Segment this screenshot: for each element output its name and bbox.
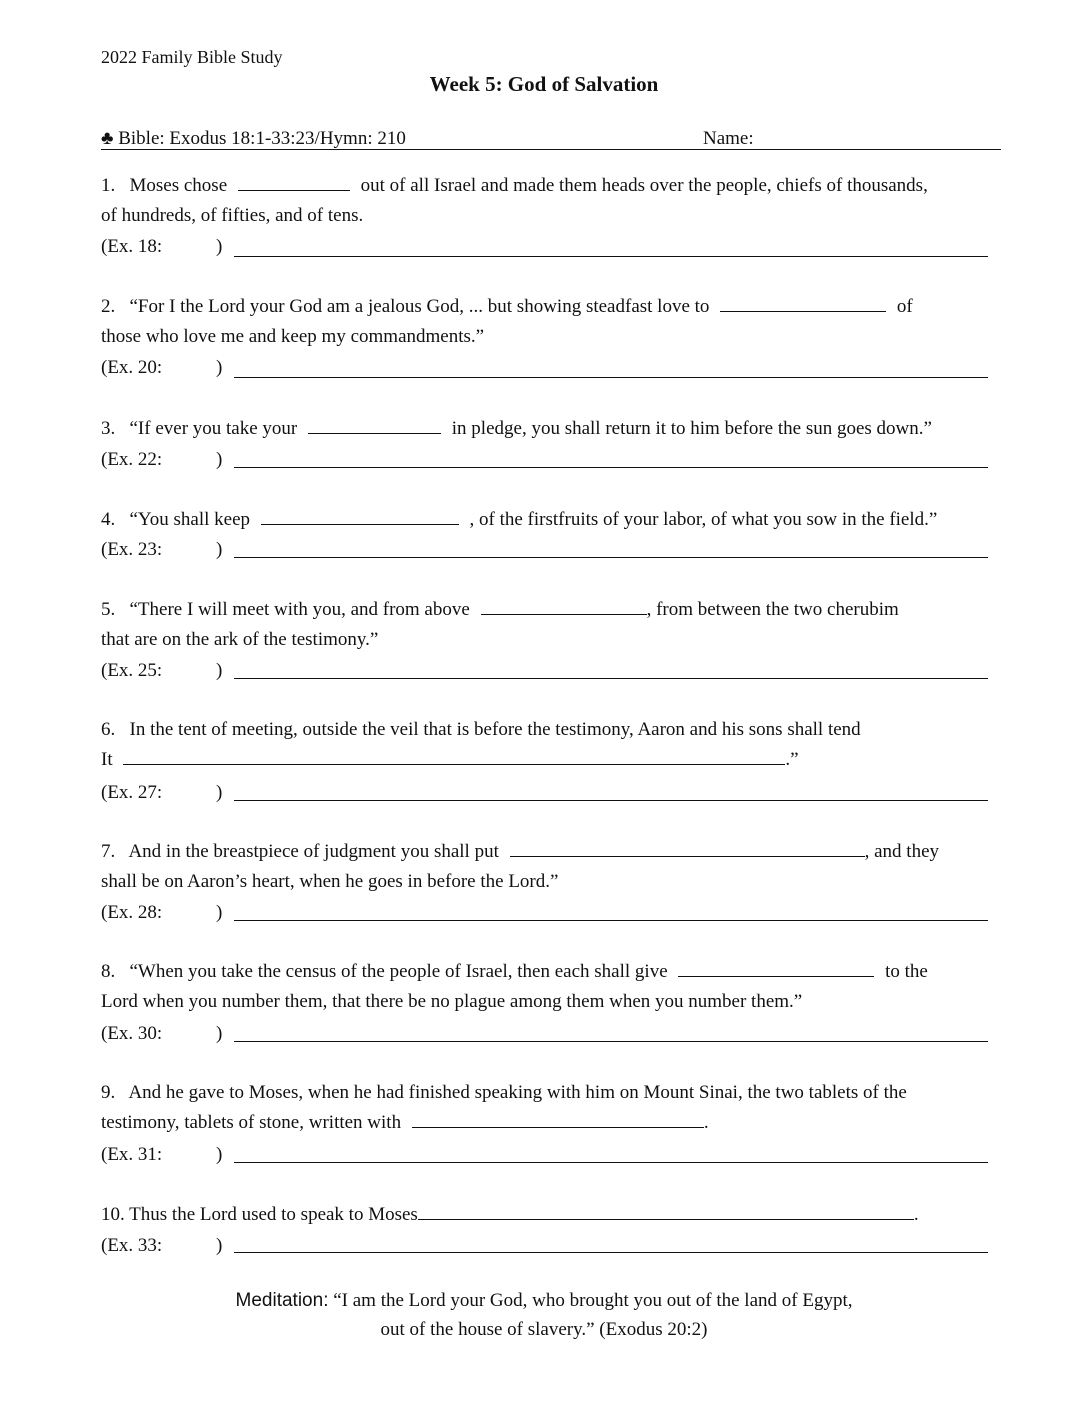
name-label: Name:	[703, 128, 754, 149]
answer-blank-7[interactable]	[510, 854, 865, 857]
verse-line-10[interactable]	[234, 1252, 988, 1253]
verse-line-9[interactable]	[234, 1162, 988, 1163]
ref-label-4: (Ex. 23:	[101, 539, 163, 560]
ref-close-5: )	[216, 660, 223, 681]
meditation-label: Meditation:	[235, 1290, 329, 1311]
answer-blank-3[interactable]	[308, 431, 441, 434]
ref-label-3: (Ex. 22:	[101, 449, 163, 470]
header-underline	[101, 149, 1001, 150]
answer-blank-1[interactable]	[238, 188, 350, 191]
answer-blank-4[interactable]	[261, 522, 459, 525]
ref-label-6: (Ex. 27:	[101, 782, 163, 803]
answer-blank-9[interactable]	[412, 1125, 704, 1128]
answer-blank-6[interactable]	[123, 762, 785, 765]
ref-close-3: )	[216, 449, 223, 470]
ref-close-2: )	[216, 357, 223, 378]
question-6: 6. In the tent of meeting, outside the veil that is before the testimony, Aaron and his sons shall tend It .”	[101, 719, 861, 770]
question-4: 4. “You shall keep , of the firstfruits of your labor, of what you sow in the field.”	[101, 509, 938, 530]
study-label: 2022 Family Bible Study	[101, 47, 283, 67]
ref-label-10: (Ex. 33:	[101, 1235, 163, 1256]
answer-blank-10[interactable]	[418, 1217, 914, 1220]
question-5: 5. “There I will meet with you, and from above , from between the two cherubim that are on the ark of the testimony.”	[101, 599, 899, 650]
ref-close-8: )	[216, 1023, 223, 1044]
verse-line-1[interactable]	[234, 256, 988, 257]
ref-close-1: )	[216, 236, 223, 257]
question-8: 8. “When you take the census of the people of Israel, then each shall give to the Lord when you number them, that there be no plague among them when you number them.”	[101, 961, 928, 1012]
ref-label-2: (Ex. 20:	[101, 357, 163, 378]
ref-close-6: )	[216, 782, 223, 803]
question-9: 9. And he gave to Moses, when he had finished speaking with him on Mount Sinai, the two tablets of the testimony, tablets of stone, written with .	[101, 1082, 907, 1133]
answer-blank-2[interactable]	[720, 309, 886, 312]
ref-label-8: (Ex. 30:	[101, 1023, 163, 1044]
ref-label-9: (Ex. 31:	[101, 1144, 163, 1165]
verse-line-4[interactable]	[234, 557, 988, 558]
ref-close-10: )	[216, 1235, 223, 1256]
answer-blank-8[interactable]	[678, 974, 874, 977]
ref-label-7: (Ex. 28:	[101, 902, 163, 923]
verse-line-7[interactable]	[234, 920, 988, 921]
verse-line-2[interactable]	[234, 377, 988, 378]
question-2: 2. “For I the Lord your God am a jealous God, ... but showing steadfast love to of those who love me and keep my commandments.”	[101, 296, 913, 347]
question-3: 3. “If ever you take your in pledge, you shall return it to him before the sun goes down.”	[101, 418, 932, 439]
bible-line: ♣ Bible: Exodus 18:1-33:23/Hymn: 210	[101, 128, 406, 149]
verse-line-5[interactable]	[234, 678, 988, 679]
ref-label-5: (Ex. 25:	[101, 660, 163, 681]
answer-blank-5[interactable]	[481, 612, 647, 615]
page-title: Week 5: God of Salvation	[429, 72, 659, 96]
ref-close-4: )	[216, 539, 223, 560]
verse-line-3[interactable]	[234, 467, 988, 468]
ref-label-1: (Ex. 18:	[101, 236, 163, 257]
ref-close-9: )	[216, 1144, 223, 1165]
question-10: 10. Thus the Lord used to speak to Moses .	[101, 1204, 919, 1225]
ref-close-7: )	[216, 902, 223, 923]
verse-line-8[interactable]	[234, 1041, 988, 1042]
question-7: 7. And in the breastpiece of judgment you shall put , and they shall be on Aaron’s heart, when he goes in before the Lord.”	[101, 841, 940, 892]
question-1: 1. Moses chose out of all Israel and made them heads over the people, chiefs of thousands, of hundreds, of fifties, and of tens.	[101, 175, 928, 226]
verse-line-6[interactable]	[234, 800, 988, 801]
meditation-line-1: Meditation: “I am the Lord your God, who brought you out of the land of Egypt,	[235, 1290, 853, 1311]
meditation-line-2: out of the house of slavery.” (Exodus 20:2)	[380, 1319, 708, 1340]
